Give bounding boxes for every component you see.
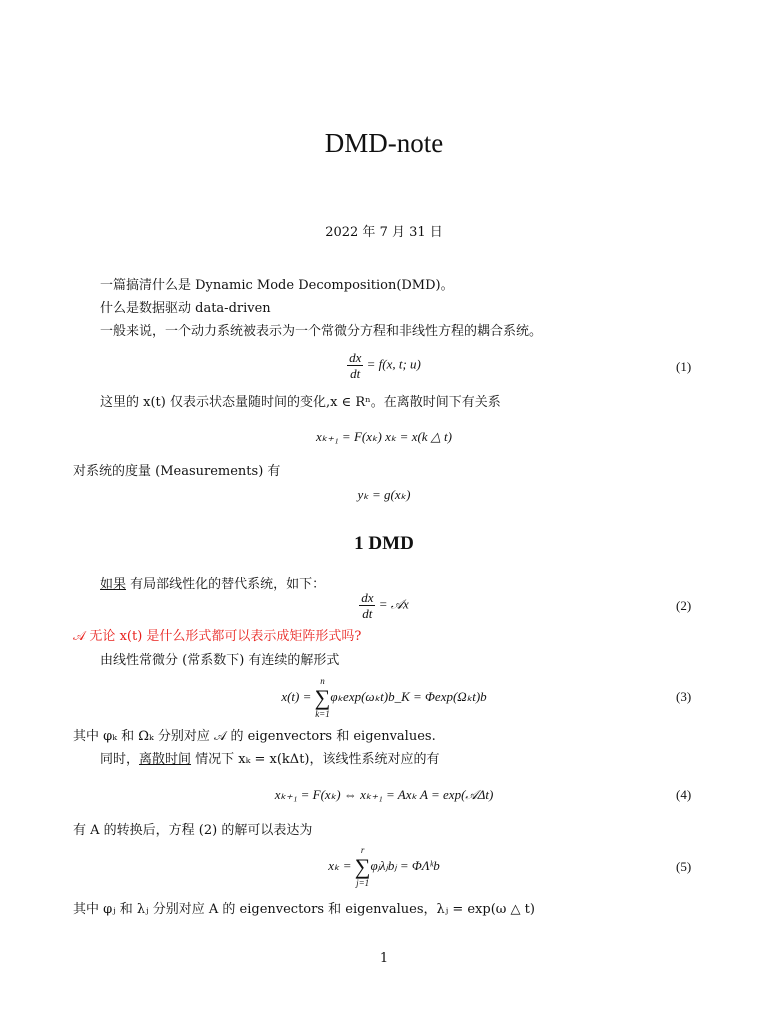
sum-lower-limit-2: j=1: [356, 878, 370, 888]
section-line-3: 其中 φₖ 和 Ωₖ 分别对应 𝒜 的 eigenvectors 和 eigenvalues.: [73, 729, 436, 744]
equation-2-number: (2): [676, 598, 692, 613]
section-line-5: 有 A 的转换后，方程 (2) 的解可以表达为: [73, 823, 313, 838]
intro-line-4: 这里的 x(t) 仅表示状态量随时间的变化,x ∈ Rⁿ。在离散时间下有关系: [100, 395, 501, 410]
section-line-4-b: 情况下 xₖ = x(kΔt)，该线性系统对应的有: [191, 752, 440, 767]
equation-1: $\frac{dx}{dt}$ = f(x, t; u): [349, 350, 421, 381]
page-title: DMD-note: [324, 128, 444, 158]
equation-1-number: (1): [676, 359, 692, 374]
date-line: 2022 年 7 月 31 日: [325, 225, 443, 240]
sum-upper-limit: n: [320, 676, 325, 686]
intro-line-1: 一篇搞清什么是 Dynamic Mode Decomposition(DMD)。: [100, 278, 454, 293]
equation-3-lhs: x(t) =: [281, 688, 315, 704]
section-heading: 1 DMD: [354, 533, 414, 554]
equation-3-number: (3): [676, 689, 692, 704]
underlined-term: 如果: [100, 577, 127, 592]
section-line-4-a: 同时，: [100, 752, 140, 767]
equation-4-number: (4): [676, 787, 692, 802]
equation-5-number: (5): [676, 859, 692, 874]
intro-line-5: 对系统的度量 (Measurements) 有: [73, 464, 281, 479]
equation-5: [0, 845, 768, 889]
sum-upper-limit-2: r: [360, 845, 365, 855]
section-line-4: [100, 751, 440, 768]
section-line-2: 由线性常微分 (常系数下) 有连续的解形式: [100, 653, 340, 668]
equation-2: $\frac{dx}{dt}$ = 𝒜x: [361, 590, 409, 621]
equation-measurement: yₖ = g(xₖ): [357, 487, 411, 502]
equation-5-rhs: φⱼλⱼbⱼ = ΦΛᵏb: [370, 857, 440, 873]
equation-3-rhs: φₖexp(ωₖt)b_K = Φexp(Ωₖt)b: [330, 688, 487, 704]
section-line-1-rest: 有局部线性化的替代系统，如下：: [126, 577, 326, 592]
red-note: 𝒜 无论 x(t) 是什么形式都可以表示成矩阵形式吗?: [73, 629, 362, 644]
summation-sign-2: r ∑ j=1: [354, 845, 371, 888]
page-number: 1: [379, 951, 389, 966]
equation-5-lhs: xₖ =: [328, 857, 355, 873]
sum-lower-limit: k=1: [315, 709, 330, 719]
section-line-6: 其中 φⱼ 和 λⱼ 分别对应 A 的 eigenvectors 和 eigenvalues，λⱼ = exp(ω △ t): [73, 902, 535, 917]
equation-discrete: xₖ₊₁ = F(xₖ) xₖ = x(k △ t): [316, 429, 452, 444]
intro-line-3: 一般来说，一个动力系统被表示为一个常微分方程和非线性方程的耦合系统。: [100, 324, 543, 339]
underlined-term-2: 离散时间: [139, 752, 192, 767]
equation-3: [0, 676, 768, 720]
intro-line-2: 什么是数据驱动 data-driven: [100, 301, 271, 316]
summation-sign: n ∑ k=1: [314, 676, 331, 719]
equation-4: xₖ₊₁ = F(xₖ) ⇔ xₖ₊₁ = Axₖ A = exp(𝒜Δt): [274, 787, 494, 802]
